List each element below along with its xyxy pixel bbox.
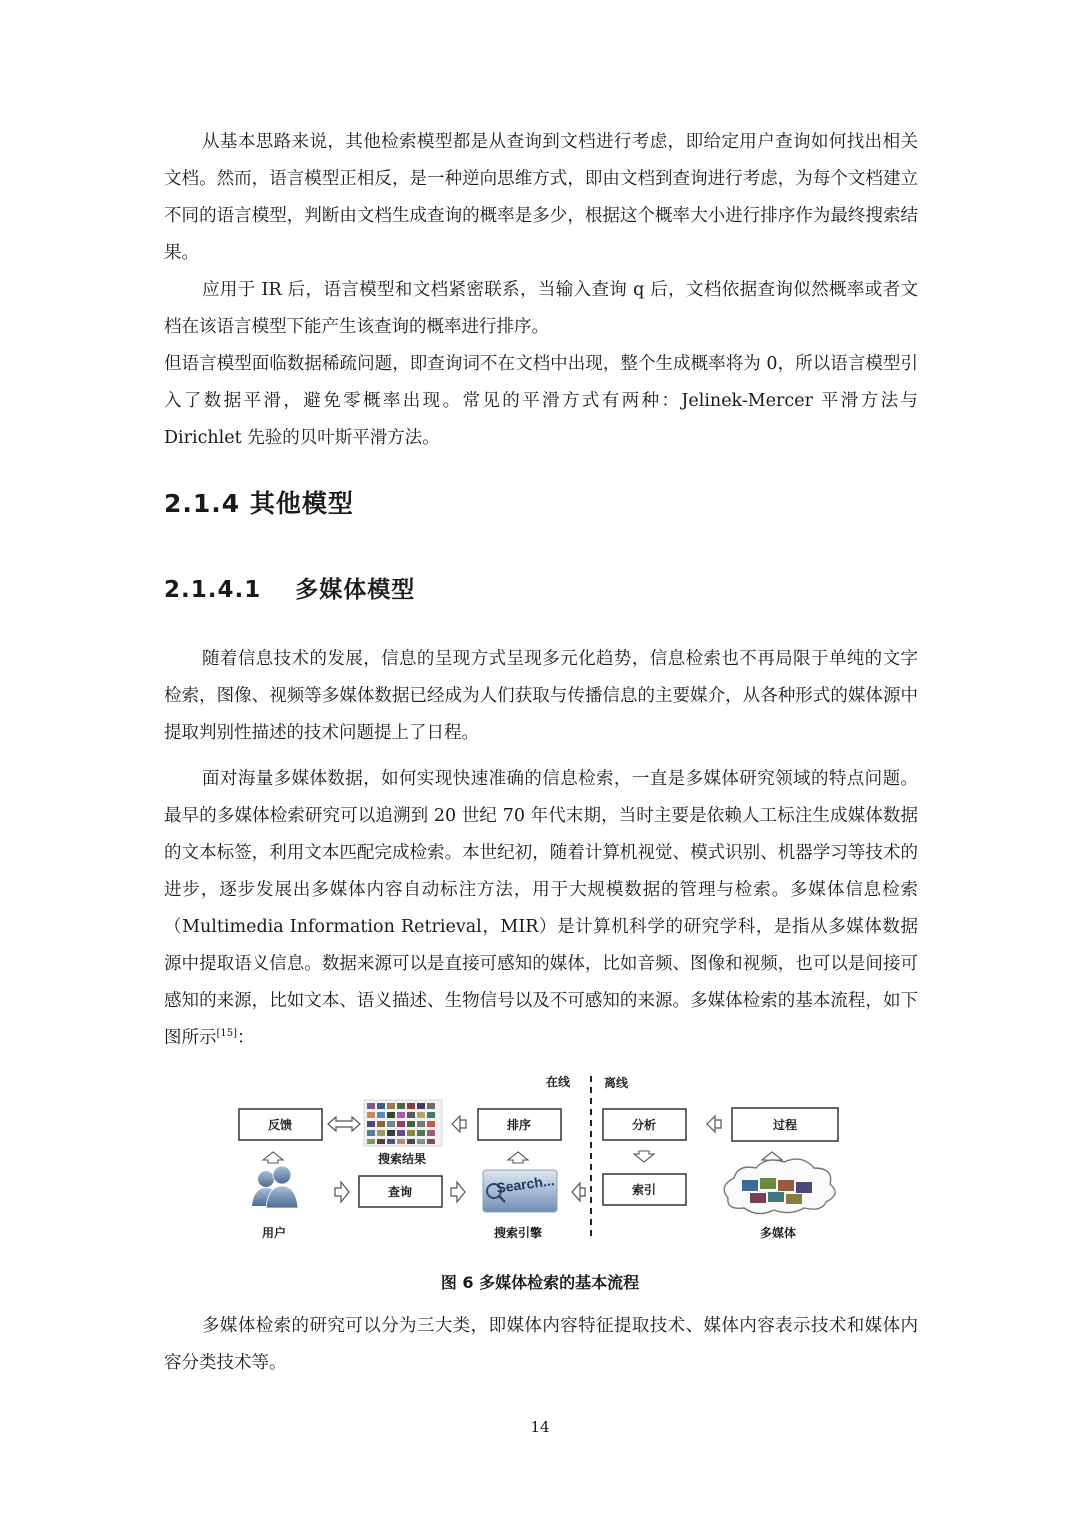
subsection-number: 2.1.4.1	[164, 577, 262, 603]
paragraph-end-colon: ：	[237, 1028, 255, 1048]
multimedia-cloud-icon	[724, 1159, 835, 1213]
arrow-left-icon	[572, 1183, 585, 1201]
search-results-thumbnails	[364, 1100, 442, 1146]
arrow-left-icon	[452, 1116, 466, 1132]
ranking-label: 排序	[506, 1118, 532, 1132]
bidirectional-arrow-icon	[328, 1117, 360, 1131]
query-label: 查询	[387, 1185, 413, 1199]
subsection-title: 多媒体模型	[295, 577, 416, 603]
citation-ref: [15]	[216, 1028, 238, 1040]
search-results-label: 搜索结果	[377, 1152, 427, 1166]
index-label: 索引	[631, 1183, 657, 1197]
user-label: 用户	[261, 1226, 287, 1240]
multimedia-retrieval-diagram	[230, 1068, 850, 1248]
arrow-up-icon	[508, 1152, 528, 1163]
paragraph-research-categories: 多媒体检索的研究可以分为三大类，即媒体内容特征提取技术、媒体内容表示技术和媒体内容分类技术等。	[164, 1316, 918, 1373]
arrow-down-icon	[634, 1151, 654, 1162]
feedback-label: 反馈	[267, 1118, 293, 1132]
process-label: 过程	[772, 1118, 798, 1132]
offline-label: 离线	[603, 1076, 629, 1090]
user-icon	[252, 1166, 298, 1208]
search-engine-logo	[483, 1170, 557, 1212]
page-number: 14	[530, 1418, 550, 1436]
section-heading: 2.1.4 其他模型	[164, 489, 354, 518]
arrow-right-icon	[451, 1182, 465, 1202]
arrow-right-icon	[335, 1182, 349, 1202]
subsection-heading	[164, 571, 415, 604]
arrow-left-icon	[707, 1116, 721, 1132]
paragraph-language-model-idea: 从基本思路来说，其他检索模型都是从查询到文档进行考虑，即给定用户查询如何找出相关文档。然而，语言模型正相反，是一种逆向思维方式，即由文档到查询进行考虑，为每个文档建立不同的语言模型，判断由文档生成查询的概率是多少，根据这个概率大小进行排序作为最终搜索结果。	[164, 132, 918, 263]
paragraph-multimedia-intro: 随着信息技术的发展，信息的呈现方式呈现多元化趋势，信息检索也不再局限于单纯的文字检索，图像、视频等多媒体数据已经成为人们获取与传播信息的主要媒介，从各种形式的媒体源中提取判别性描述的技术问题提上了日程。	[164, 649, 918, 743]
online-label: 在线	[545, 1075, 571, 1089]
arrow-up-icon	[263, 1152, 283, 1163]
search-engine-label: 搜索引擎	[493, 1226, 543, 1240]
analysis-label: 分析	[631, 1118, 657, 1132]
paragraph-multimedia-retrieval-text: 面对海量多媒体数据，如何实现快速准确的信息检索，一直是多媒体研究领域的特点问题。最早的多媒体检索研究可以追溯到 20 世纪 70 年代末期，当时主要是依赖人工标注生成媒体数据的文本标签，利用文本匹配完成检索。本世纪初，随着计算机视觉、模式识别、机器学习等技术的进步，逐步发展出多媒体内容自动标注方法，用于大规模数据的管理与检索。多媒体信息检索（Multimedia Information Retrieval，MIR）是计算机科学的研究学科，是指从多媒体数据源中提取语义信息。数据来源可以是直接可感知的媒体，比如音频、图像和视频，也可以是间接可感知的来源，比如文本、语义描述、生物信号以及不可感知的来源。多媒体检索的基本流程，如下图所示	[164, 769, 918, 1048]
paragraph-data-sparsity: 但语言模型面临数据稀疏问题，即查询词不在文档中出现，整个生成概率将为 0，所以语言模型引入了数据平滑，避免零概率出现。常见的平滑方式有两种：Jelinek-Mercer 平滑方法与 Dirichlet 先验的贝叶斯平滑方法。	[164, 354, 918, 448]
paragraph-ir-application: 应用于 IR 后，语言模型和文档紧密联系，当输入查询 q 后，文档依据查询似然概率或者文档在该语言模型下能产生该查询的概率进行排序。	[164, 280, 918, 337]
search-logo-text: Search...	[495, 1172, 556, 1197]
multimedia-label: 多媒体	[759, 1226, 797, 1240]
figure-caption: 图 6 多媒体检索的基本流程	[440, 1273, 640, 1292]
paragraph-multimedia-retrieval	[164, 761, 918, 1057]
